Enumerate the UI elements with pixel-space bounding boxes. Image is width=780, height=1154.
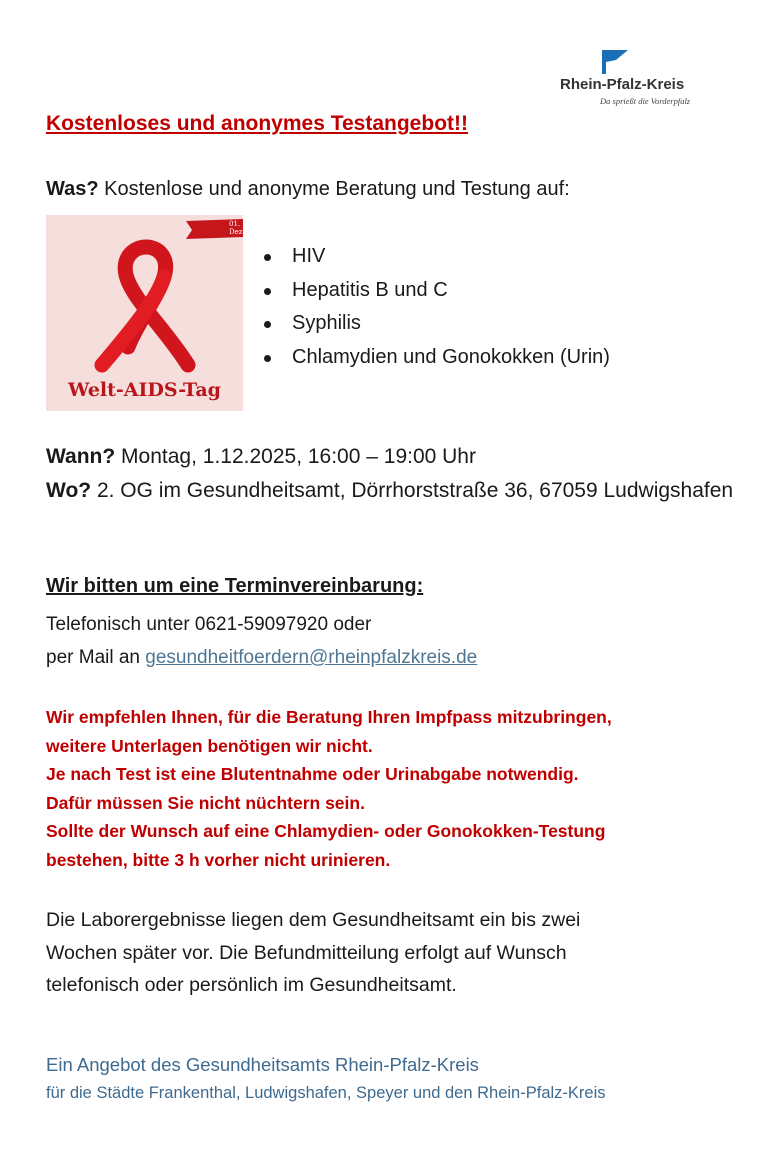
note-line: bestehen, bitte 3 h vorher nicht urinieren. — [46, 849, 391, 870]
results-line: telefonisch oder persönlich im Gesundheitsamt. — [46, 974, 457, 996]
mail-prefix: per Mail an — [46, 647, 146, 668]
when-line — [46, 440, 746, 474]
mail-line — [46, 641, 477, 674]
date-location-block — [46, 440, 746, 508]
list-item: HIV — [262, 240, 610, 274]
footer-line-1: Ein Angebot des Gesundheitsamts Rhein-Pfalz-Kreis — [46, 1054, 479, 1075]
list-item: Chlamydien und Gonokokken (Urin) — [262, 341, 610, 375]
note-line: Dafür müssen Sie nicht nüchtern sein. — [46, 792, 365, 813]
results-block — [46, 904, 580, 1002]
was-line — [46, 178, 570, 201]
test-list — [262, 240, 610, 374]
logo-name: Rhein-Pfalz-Kreis — [560, 76, 685, 93]
email-link[interactable]: gesundheitfoerdern@rheinpfalzkreis.de — [145, 647, 478, 668]
results-line: Wochen später vor. Die Befundmitteilung erfolgt auf Wunsch — [46, 941, 567, 964]
where-label: Wo? — [46, 479, 92, 502]
logo-tagline: Da sprießt die Vorderpfalz — [600, 96, 691, 106]
phone-line: Telefonisch unter 0621-59097920 oder — [46, 614, 372, 635]
footer-line-2: für die Städte Frankenthal, Ludwigshafen, Speyer und den Rhein-Pfalz-Kreis — [46, 1084, 606, 1102]
results-line: Die Laborergebnisse liegen dem Gesundheitsamt ein bis zwei — [46, 909, 581, 931]
note-line: Wir empfehlen Ihnen, für die Beratung Ihren Impfpass mitzubringen, — [46, 707, 612, 727]
when-text: Montag, 1.12.2025, 16:00 – 19:00 Uhr — [115, 445, 476, 468]
list-item: Syphilis — [262, 307, 610, 341]
world-aids-day-label: Welt-AIDS-Tag — [68, 379, 221, 401]
rhein-pfalz-kreis-flag-icon — [602, 50, 628, 76]
notes-block — [46, 703, 612, 875]
note-line: Sollte der Wunsch auf eine Chlamydien- oder Gonokokken-Testung — [46, 821, 606, 842]
world-aids-day-image — [46, 215, 243, 411]
page-title: Kostenloses und anonymes Testangebot!! — [46, 112, 468, 135]
when-label: Wann? — [46, 445, 116, 468]
was-text: Kostenlose und anonyme Beratung und Testung auf: — [98, 178, 570, 200]
was-label: Was? — [46, 178, 99, 200]
appointment-heading: Wir bitten um eine Terminvereinbarung: — [46, 575, 424, 597]
where-line — [46, 474, 746, 508]
appointment-info — [46, 608, 477, 674]
note-line: weitere Unterlagen benötigen wir nicht. — [46, 735, 373, 756]
note-line: Je nach Test ist eine Blutentnahme oder Urinabgabe notwendig. — [46, 764, 579, 785]
where-text: 2. OG im Gesundheitsamt, Dörrhorststraße 36, 67059 Ludwigshafen — [91, 479, 734, 502]
date-flag: 01. Dez. — [229, 220, 245, 236]
list-item: Hepatitis B und C — [262, 274, 610, 308]
